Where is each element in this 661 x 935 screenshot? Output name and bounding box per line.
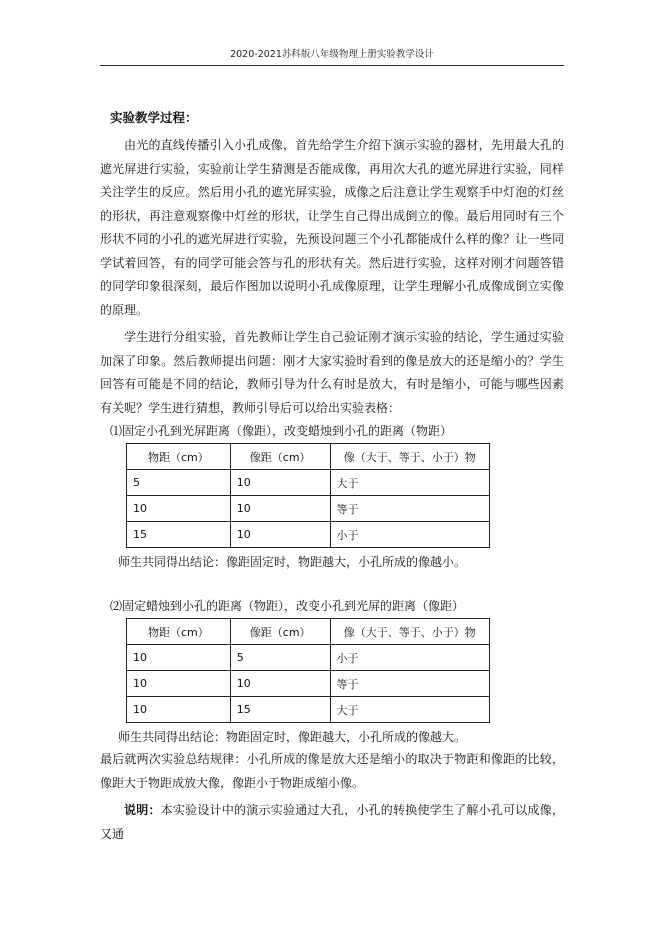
section-title: 实验教学过程： bbox=[110, 110, 198, 125]
table-cell: 10 bbox=[230, 470, 330, 496]
table-cell: 10 bbox=[230, 496, 330, 522]
document-body bbox=[100, 108, 564, 846]
table-cell: 10 bbox=[127, 645, 231, 671]
paragraph-demo: 由光的直线传播引入小孔成像，首先给学生介绍下演示实验的器材，先用最大孔的遮光屏进行实验，实验前让学生猜测是否能成像，再用次大孔的遮光屏进行实验，同样关注学生的反应。然后用小孔的遮光屏实验，成像之后注意让学生观察手中灯泡的灯丝的形状，再注意观察像中灯丝的形状，让学生自己得出成倒立的像。最后用同时有三个形状不同的小孔的遮光屏进行实验，先预设问题三个小孔都能成什么样的像？让一些同学试着回答，有的同学可能会答与孔的形状有关。然后进行实验，这样对刚才问题答错的同学印象很深刻，最后作图加以说明小孔成像原理，让学生理解小孔成像成倒立实像的原理。 bbox=[100, 138, 564, 317]
note-text: 本实验设计中的演示实验通过大孔，小孔的转换使学生了解小孔可以成像，又通 bbox=[100, 803, 564, 841]
table-row bbox=[127, 522, 490, 548]
table2-caption: ⑵固定蜡烛到小孔的距离（物距），改变小孔到光屏的距离（像距） bbox=[110, 599, 465, 613]
column-header: 物距（cm） bbox=[127, 444, 231, 470]
note-label: 说明： bbox=[124, 803, 161, 817]
table-cell: 10 bbox=[230, 671, 330, 697]
header-title: 2020-2021苏科版八年级物理上册实验教学设计 bbox=[230, 49, 434, 60]
column-header: 物距（cm） bbox=[127, 619, 231, 645]
table1 bbox=[126, 443, 490, 548]
page-header bbox=[100, 46, 564, 66]
column-header: 像距（cm） bbox=[230, 444, 330, 470]
table-cell: 等于 bbox=[330, 496, 489, 522]
table-cell: 15 bbox=[127, 522, 231, 548]
table2 bbox=[126, 618, 490, 723]
column-header: 像（大于、等于、小于）物 bbox=[330, 619, 489, 645]
table-cell: 10 bbox=[230, 522, 330, 548]
table-cell: 小于 bbox=[330, 522, 489, 548]
column-header: 像距（cm） bbox=[230, 619, 330, 645]
table1-caption: ⑴固定小孔到光屏距离（像距），改变蜡烛到小孔的距离（物距） bbox=[110, 424, 453, 438]
table-row bbox=[127, 671, 490, 697]
table-header-row bbox=[127, 619, 490, 645]
table-row bbox=[127, 697, 490, 723]
paragraph-note bbox=[100, 799, 564, 846]
table-cell: 15 bbox=[230, 697, 330, 723]
column-header: 像（大于、等于、小于）物 bbox=[330, 444, 489, 470]
table-cell: 10 bbox=[127, 496, 231, 522]
paragraph-summary: 最后就两次实验总结规律：小孔所成的像是放大还是缩小的取决于物距和像距的比较，像距大于物距成放大像，像距小于物距成缩小像。 bbox=[100, 752, 564, 790]
table-cell: 5 bbox=[230, 645, 330, 671]
table-cell: 大于 bbox=[330, 470, 489, 496]
table-cell: 10 bbox=[127, 671, 231, 697]
table-cell: 10 bbox=[127, 697, 231, 723]
table-cell: 大于 bbox=[330, 697, 489, 723]
paragraph-group-experiment: 学生进行分组实验，首先教师让学生自己验证刚才演示实验的结论，学生通过实验加深了印象。然后教师提出问题：刚才大家实验时看到的像是放大的还是缩小的？学生回答有可能是不同的结论，教师引导为什么有时是放大，有时是缩小，可能与哪些因素有关呢？学生进行猜想，教师引导后可以给出实验表格： bbox=[100, 330, 564, 415]
table-cell: 等于 bbox=[330, 671, 489, 697]
table-row bbox=[127, 645, 490, 671]
table-header-row bbox=[127, 444, 490, 470]
table-cell: 5 bbox=[127, 470, 231, 496]
table2-conclusion: 师生共同得出结论：物距固定时，像距越大，小孔所成的像越大。 bbox=[118, 730, 467, 744]
table1-conclusion: 师生共同得出结论：像距固定时，物距越大，小孔所成的像越小。 bbox=[118, 555, 467, 569]
table-row bbox=[127, 496, 490, 522]
table-cell: 小于 bbox=[330, 645, 489, 671]
table-row bbox=[127, 470, 490, 496]
